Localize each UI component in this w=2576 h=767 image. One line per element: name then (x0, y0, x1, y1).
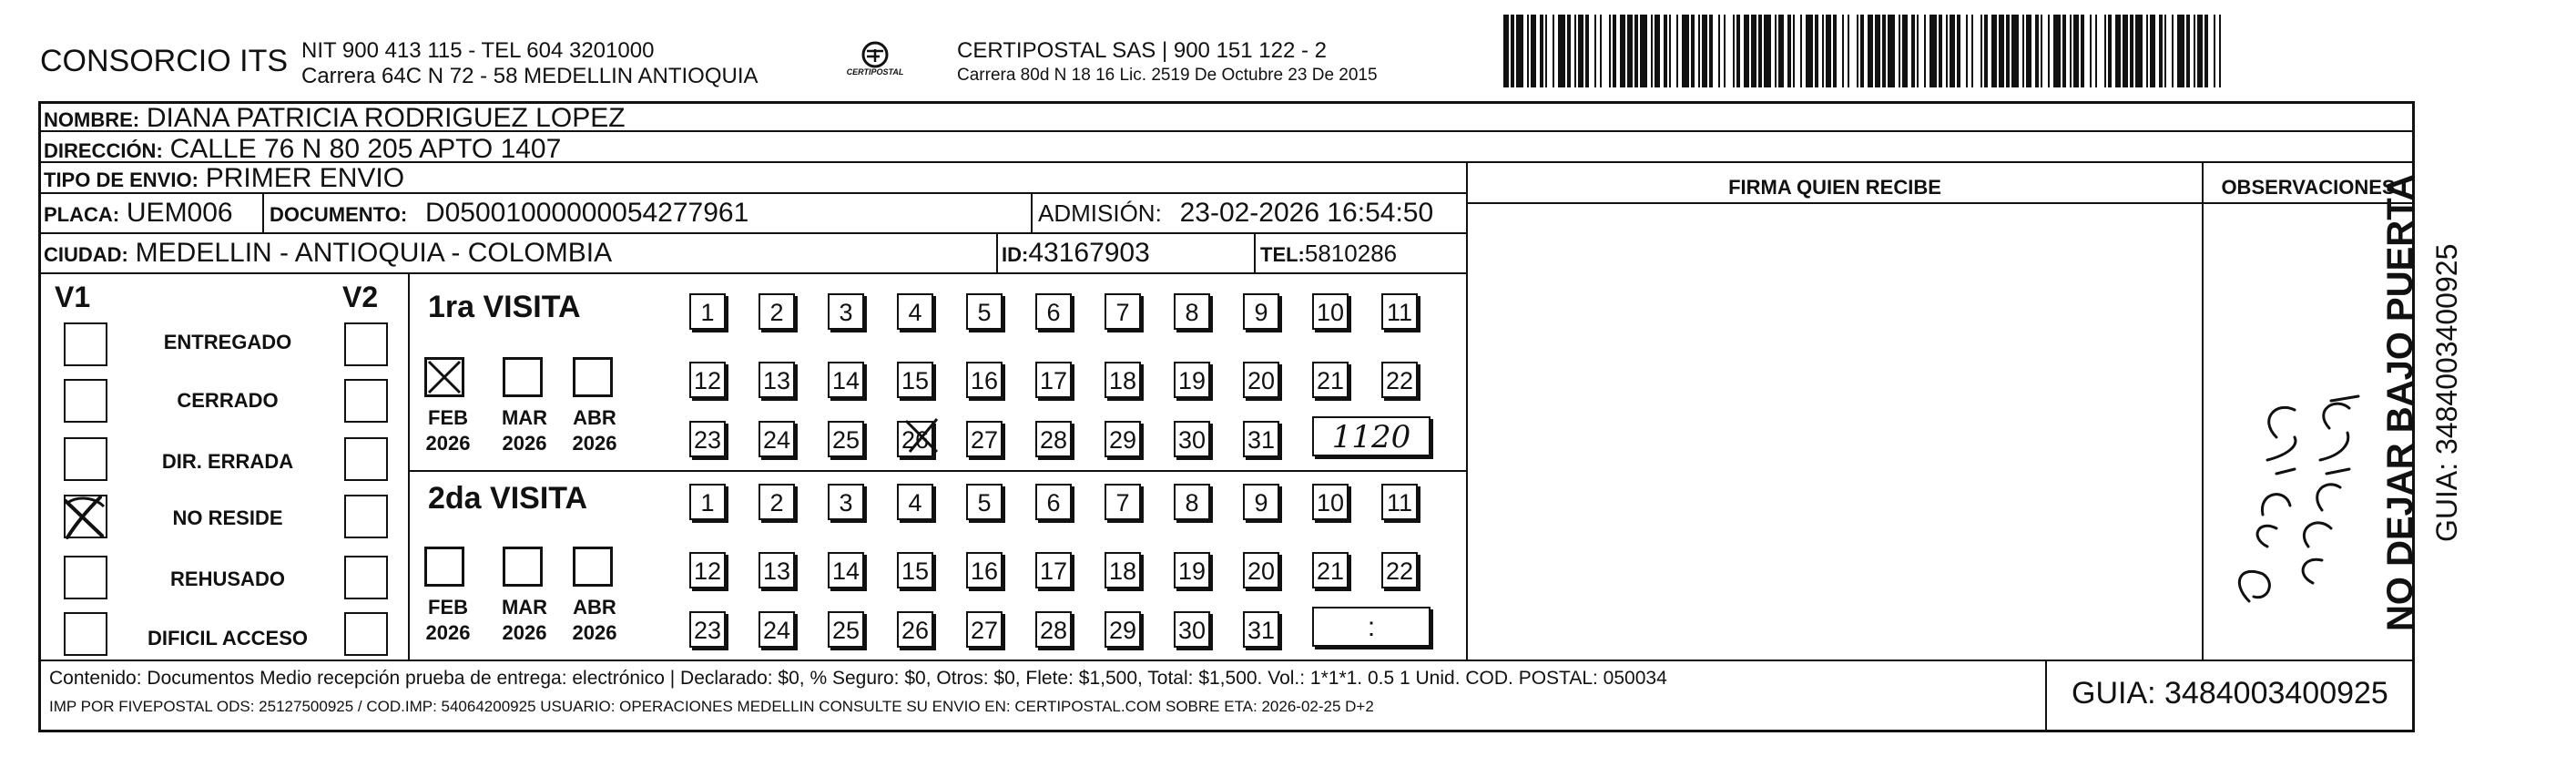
recipient-name: DIANA PATRICIA RODRIGUEZ LOPEZ (146, 103, 626, 133)
second-visit-day-27[interactable]: 27 (966, 611, 1003, 648)
second-visit-title: 2da VISITA (428, 481, 588, 516)
address-label: DIRECCIÓN: (44, 139, 163, 162)
second-visit-day-29[interactable]: 29 (1105, 611, 1141, 648)
second-visit-day-7[interactable]: 7 (1105, 484, 1141, 520)
name-row (40, 101, 2413, 132)
second-visit-day-19[interactable]: 19 (1174, 552, 1210, 588)
admission-value: 23-02-2026 16:54:50 (1179, 198, 1434, 228)
reason-cerrado: CERRADO (177, 389, 279, 412)
v1-checkbox-dir-errada[interactable] (64, 437, 107, 481)
v2-checkbox-cerrado[interactable] (344, 379, 388, 423)
second-visit-day-6[interactable]: 6 (1035, 484, 1072, 520)
certipostal-nit: CERTIPOSTAL SAS | 900 151 122 - 2 (957, 38, 1327, 63)
second-visit-month-feb: FEB (428, 596, 468, 619)
second-visit-day-24[interactable]: 24 (759, 611, 795, 648)
second-visit-year-mar: 2026 (502, 621, 547, 644)
side-guide (2430, 159, 2467, 542)
reason-dir-errada: DIR. ERRADA (161, 450, 294, 473)
handwritten-x-mark-icon (60, 492, 111, 543)
company-name: CONSORCIO ITS (40, 44, 289, 78)
second-visit-day-28[interactable]: 28 (1035, 611, 1072, 648)
footer-contents: Contenido: Documentos Medio recepción prueba de entrega: electrónico | Declarado: $0, % Seguro: $0, Otros: $0, Flete: $1,500, Total: $1,500. Vol.: 1*1*1. 0.5 1 Unid. COD. POSTAL: 050034 (49, 668, 1667, 689)
certipostal-address: Carrera 80d N 18 16 Lic. 2519 De Octubre 23 De 2015 (957, 66, 1378, 85)
second-visit-month-box-mar[interactable] (503, 547, 543, 587)
first-visit-day-30[interactable]: 30 (1174, 421, 1210, 457)
v1-checkbox-cerrado[interactable] (64, 379, 107, 423)
second-visit-month-mar: MAR (501, 596, 548, 619)
second-visit-month-box-abr[interactable] (573, 547, 613, 587)
first-visit-time[interactable]: 1120 (1312, 416, 1431, 456)
second-visit-day-20[interactable]: 20 (1243, 552, 1279, 588)
v2-checkbox-rehusado[interactable] (344, 556, 388, 599)
first-visit-month-mar: MAR (501, 406, 548, 429)
second-visit-day-17[interactable]: 17 (1035, 552, 1072, 588)
second-visit-day-30[interactable]: 30 (1174, 611, 1210, 648)
v2-header: V2 (342, 281, 379, 313)
v2-checkbox-entregado[interactable] (344, 322, 388, 366)
first-visit-month-box-abr[interactable] (573, 357, 613, 397)
header (0, 0, 2576, 91)
address-row (40, 132, 2413, 163)
logo-text: CERTIPOSTAL (846, 67, 904, 77)
first-visit-year-feb: 2026 (425, 432, 471, 455)
no-dejar-bajo-puerta: NO DEJAR BAJO PUERTA (2380, 174, 2420, 631)
v2-checkbox-no-reside[interactable] (344, 495, 388, 538)
id-label: ID: (1002, 243, 1029, 266)
second-visit-day-9[interactable]: 9 (1243, 484, 1279, 520)
first-visit-day-22[interactable]: 22 (1381, 362, 1418, 398)
second-visit-day-18[interactable]: 18 (1105, 552, 1141, 588)
first-visit-day-16[interactable]: 16 (966, 362, 1003, 398)
second-visit-day-26[interactable]: 26 (897, 611, 933, 648)
first-visit-day-18[interactable]: 18 (1105, 362, 1141, 398)
side-guide-number: GUIA: 3484003400925 (2430, 243, 2463, 542)
first-visit-day-13[interactable]: 13 (759, 362, 795, 398)
second-visit-day-31[interactable]: 31 (1243, 611, 1279, 648)
plate-label: PLACA: (44, 203, 120, 226)
second-visit-year-abr: 2026 (572, 621, 617, 644)
v1-header: V1 (55, 281, 91, 313)
first-visit-month-feb: FEB (428, 406, 468, 429)
send-type-label: TIPO DE ENVIO: (44, 169, 199, 191)
first-visit-day-29[interactable]: 29 (1105, 421, 1141, 457)
first-visit-day-11[interactable]: 11 (1381, 293, 1418, 330)
first-visit-day-20[interactable]: 20 (1243, 362, 1279, 398)
x-mark-icon (424, 357, 464, 397)
handwritten-observation (2213, 310, 2377, 619)
v1-checkbox-rehusado[interactable] (64, 556, 107, 599)
admission-label: ADMISIÓN: (1038, 199, 1162, 227)
city-value: MEDELLIN - ANTIOQUIA - COLOMBIA (135, 238, 613, 268)
first-visit-day-24[interactable]: 24 (759, 421, 795, 457)
document-label: DOCUMENTO: (270, 203, 408, 226)
first-visit-title: 1ra VISITA (428, 290, 581, 324)
first-visit-year-mar: 2026 (502, 432, 547, 455)
footer-guide-number: GUIA: 3484003400925 (2072, 676, 2388, 711)
first-visit-day-21[interactable]: 21 (1312, 362, 1349, 398)
second-visit-day-4[interactable]: 4 (897, 484, 933, 520)
second-visit-day-14[interactable]: 14 (828, 552, 864, 588)
v1-checkbox-dificil-acceso[interactable] (64, 612, 107, 656)
first-visit-day-31[interactable]: 31 (1243, 421, 1279, 457)
second-visit-day-21[interactable]: 21 (1312, 552, 1349, 588)
signature-column-title: FIRMA QUIEN RECIBE (1728, 176, 1941, 199)
tel-label: TEL: (1260, 243, 1305, 266)
name-label: NOMBRE: (44, 108, 140, 131)
second-visit-day-11[interactable]: 11 (1381, 484, 1418, 520)
first-visit-day-7[interactable]: 7 (1105, 293, 1141, 330)
logo-icon (834, 40, 916, 86)
certipostal-logo (834, 40, 916, 86)
reason-rehusado: REHUSADO (170, 568, 285, 590)
first-visit-day-5[interactable]: 5 (966, 293, 1003, 330)
reason-no-reside: NO RESIDE (172, 506, 283, 529)
recipient-address: CALLE 76 N 80 205 APTO 1407 (169, 134, 562, 164)
second-visit-day-8[interactable]: 8 (1174, 484, 1210, 520)
city-row (40, 234, 1468, 274)
first-visit-day-28[interactable]: 28 (1035, 421, 1072, 457)
second-visit-month-box-feb[interactable] (424, 547, 464, 587)
first-visit-day-10[interactable]: 10 (1312, 293, 1349, 330)
side-warning (2380, 121, 2431, 631)
first-visit-day-8[interactable]: 8 (1174, 293, 1210, 330)
first-visit-day-17[interactable]: 17 (1035, 362, 1072, 398)
id-value: 43167903 (1028, 238, 1150, 268)
plate-value: UEM006 (126, 198, 233, 228)
first-visit-day-12[interactable]: 12 (689, 362, 726, 398)
first-visit-day-25[interactable]: 25 (828, 421, 864, 457)
first-visit-day-6[interactable]: 6 (1035, 293, 1072, 330)
city-label: CIUDAD: (44, 243, 128, 266)
first-visit-day-23[interactable]: 23 (689, 421, 726, 457)
second-visit-day-10[interactable]: 10 (1312, 484, 1349, 520)
document-value: D05001000000054277961 (424, 198, 749, 228)
second-visit-day-16[interactable]: 16 (966, 552, 1003, 588)
tel-value: 5810286 (1304, 240, 1398, 267)
first-visit-month-abr: ABR (573, 406, 616, 429)
company-address: Carrera 64C N 72 - 58 MEDELLIN ANTIOQUIA (301, 64, 759, 88)
first-visit-day-2[interactable]: 2 (759, 293, 795, 330)
first-visit-month-box-mar[interactable] (503, 357, 543, 397)
v2-checkbox-dificil-acceso[interactable] (344, 612, 388, 656)
second-visit-year-feb: 2026 (425, 621, 471, 644)
first-visit-day-3[interactable]: 3 (828, 293, 864, 330)
v1-checkbox-entregado[interactable] (64, 322, 107, 366)
first-visit-day-26[interactable]: 26 (897, 421, 933, 457)
first-visit-day-1[interactable]: 1 (689, 293, 726, 330)
first-visit-day-9[interactable]: 9 (1243, 293, 1279, 330)
second-visit-day-2[interactable]: 2 (759, 484, 795, 520)
footer-imp: IMP POR FIVEPOSTAL ODS: 25127500925 / COD.IMP: 54064200925 USUARIO: OPERACIONES MEDELLIN CONSULTE SU ENVIO EN: CERTIPOSTAL.COM SOBRE ETA: 2026-02-25 D+2 (49, 698, 1374, 715)
second-visit-day-3[interactable]: 3 (828, 484, 864, 520)
send-type: PRIMER ENVIO (205, 163, 405, 193)
barcode (1503, 15, 2228, 87)
reason-entregado: ENTREGADO (163, 331, 292, 353)
observations-column-title: OBSERVACIONES (2221, 176, 2396, 199)
company-nit: NIT 900 413 115 - TEL 604 3201000 (301, 38, 655, 63)
second-visit-day-23[interactable]: 23 (689, 611, 726, 648)
first-visit-day-27[interactable]: 27 (966, 421, 1003, 457)
second-visit-time[interactable]: : (1312, 607, 1431, 647)
second-visit-day-5[interactable]: 5 (966, 484, 1003, 520)
first-visit-day-4[interactable]: 4 (897, 293, 933, 330)
first-visit-day-15[interactable]: 15 (897, 362, 933, 398)
day-26-x-mark-icon (902, 415, 942, 455)
first-visit-day-14[interactable]: 14 (828, 362, 864, 398)
second-visit-day-15[interactable]: 15 (897, 552, 933, 588)
send-type-row (40, 163, 1468, 194)
second-visit-day-1[interactable]: 1 (689, 484, 726, 520)
second-visit-day-12[interactable]: 12 (689, 552, 726, 588)
v2-checkbox-dir-errada[interactable] (344, 437, 388, 481)
first-visit-year-abr: 2026 (572, 432, 617, 455)
first-visit-day-19[interactable]: 19 (1174, 362, 1210, 398)
second-visit-month-abr: ABR (573, 596, 616, 619)
reason-dificil-acceso: DIFICIL ACCESO (147, 627, 308, 649)
plate-row (40, 194, 1468, 234)
second-visit-day-22[interactable]: 22 (1381, 552, 1418, 588)
second-visit-day-13[interactable]: 13 (759, 552, 795, 588)
second-visit-day-25[interactable]: 25 (828, 611, 864, 648)
